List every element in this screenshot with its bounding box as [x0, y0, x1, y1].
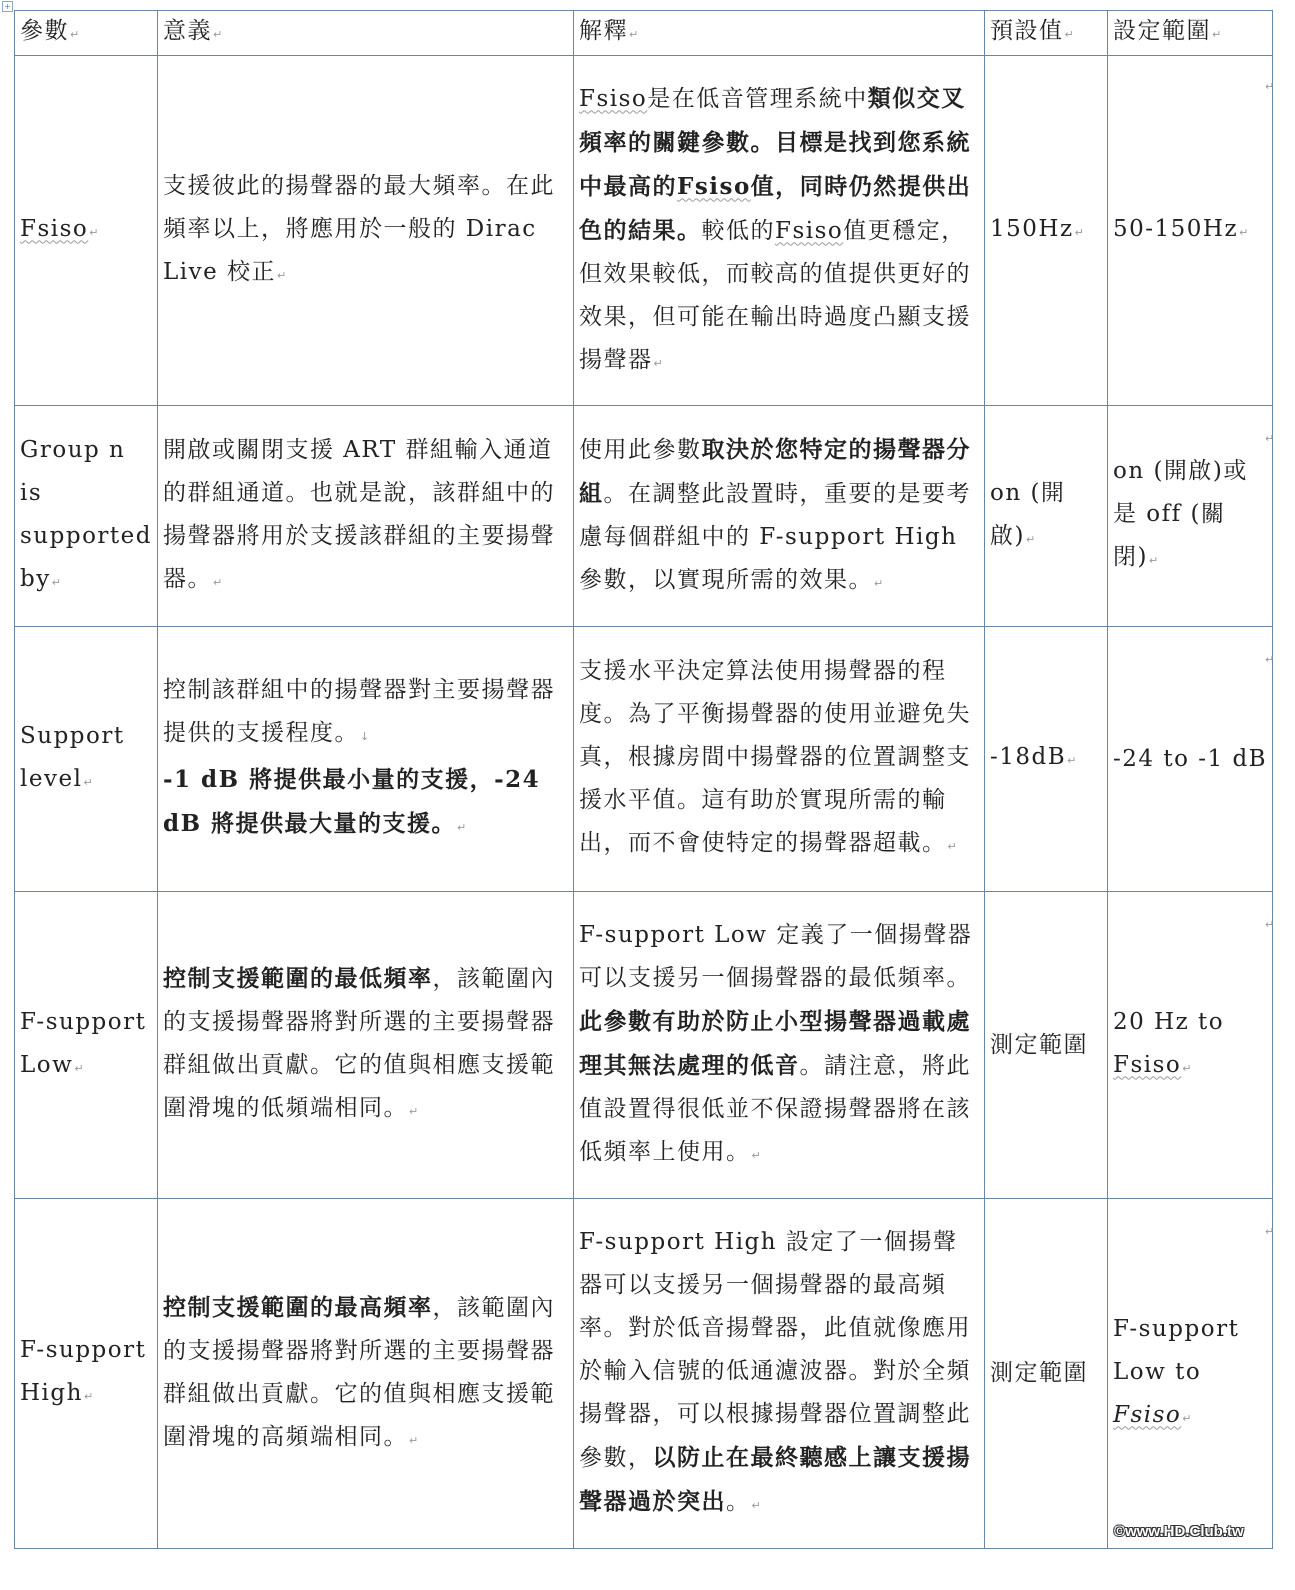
- expl-seg: 。請注意，將此值設置得很低並不保證揚聲器將在該低頻率上使用。: [578, 1052, 971, 1165]
- cell-param: Support level↵: [15, 627, 158, 892]
- header-cell-meaning: 意義↵: [157, 11, 573, 56]
- parameter-table: [14, 10, 1273, 1549]
- meaning-seg: ，該範圍內的支援揚聲器將對所選的主要揚聲器群組做出貢獻。它的值與相應支援範圍滑塊的低頻端相同。: [162, 966, 555, 1121]
- header-default-label: 預設值: [989, 18, 1064, 44]
- cell-meaning: 支援彼此的揚聲器的最大頻率。在此頻率以上，將應用於一般的 Dirac Live 校正↵: [157, 56, 573, 406]
- expl-seg-bold: 以防止在最終聽感上讓支援揚聲器過於突出: [578, 1443, 971, 1515]
- cell-default: -18dB↵: [984, 627, 1107, 892]
- table-row: [15, 627, 1273, 892]
- expl-seg: 較低的: [701, 217, 775, 244]
- expl-seg-bold: Fsiso: [676, 172, 751, 200]
- table-row: [15, 1199, 1273, 1549]
- row-end-mark: ↵: [1265, 918, 1275, 931]
- range-value-fsiso: Fsiso: [1112, 1051, 1182, 1078]
- row-end-mark: ↵: [1265, 80, 1275, 93]
- table-move-handle-icon[interactable]: +: [2, 1, 13, 12]
- meaning-text: 支援彼此的揚聲器的最大頻率。在此頻率以上，將應用於一般的 Dirac Live 校正: [162, 172, 555, 285]
- manual-line-break-mark: ↓: [359, 730, 370, 743]
- expl-seg: F-support Low 定義了一個揚聲器可以支援另一個揚聲器的最低頻率。: [578, 921, 973, 991]
- param-name: F-support High: [20, 1337, 147, 1406]
- cell-explanation: 支援水平決定算法使用揚聲器的程度。為了平衡揚聲器的使用並避免失真，根據房間中揚聲器的位置調整支援水平值。這有助於實現所需的輸出，而不會使特定的揚聲器超載。↵: [573, 627, 984, 892]
- cell-default: [984, 1199, 1107, 1549]
- default-value: 測定範圍: [989, 1031, 1088, 1058]
- table-row: [15, 406, 1273, 627]
- row-end-mark: ↵: [1265, 653, 1275, 666]
- header-cell-default: 預設值↵: [984, 11, 1107, 56]
- param-name: F-support Low: [20, 1008, 147, 1078]
- meaning-text: 開啟或關閉支援 ART 群組輸入通道的群組通道。也就是說，該群組中的揚聲器將用於支援該群組的主要揚聲器。: [162, 436, 555, 592]
- cell-explanation: F-support High 設定了一個揚聲器可以支援另一個揚聲器的最高頻率。對於低音揚聲器，此值就像應用於輸入信號的低通濾波器。對於全頻揚聲器，可以根據揚聲器位置調整此參數，以防止在最終聽感上讓支援揚聲器過於突出。↵: [573, 1199, 984, 1549]
- cell-range: F-support Low to Fsiso↵: [1107, 1199, 1272, 1549]
- default-value: -18dB: [989, 744, 1067, 770]
- range-value: on (開啟)或是 off (關閉): [1112, 458, 1248, 570]
- expl-seg-bold: 類似交叉頻率的關鍵參數。目標是找到您系統中最高的: [578, 84, 971, 200]
- expl-seg: 值更穩定，但效果較低，而較高的值提供更好的效果，但可能在輸出時過度凸顯支援揚聲器: [578, 217, 971, 373]
- meaning-seg: 控制該群組中的揚聲器對主要揚聲器提供的支援程度。: [162, 677, 555, 746]
- cell-meaning: 開啟或關閉支援 ART 群組輸入通道的群組通道。也就是說，該群組中的揚聲器將用於支援該群組的主要揚聲器。↵: [157, 406, 573, 627]
- cell-range: [1107, 627, 1275, 892]
- header-cell-range: 設定範圍↵: [1107, 11, 1272, 56]
- cell-param: F-support High↵: [15, 1199, 158, 1549]
- meaning-seg-bold: -1 dB 將提供最小量的支援，-24 dB 將提供最大量的支援。: [162, 766, 541, 837]
- meaning-seg-bold: 控制支援範圍的最低頻率: [162, 965, 433, 992]
- cell-meaning: 控制支援範圍的最高頻率，該範圍內的支援揚聲器將對所選的主要揚聲器群組做出貢獻。它的值與相應支援範圍滑塊的高頻端相同。↵: [157, 1199, 573, 1549]
- range-value: 20 Hz to: [1112, 1008, 1225, 1035]
- row-end-mark: ↵: [1265, 432, 1275, 445]
- expl-seg: Fsiso: [774, 217, 844, 244]
- expl-seg: 。在調整此設置時，重要的是要考慮每個群組中的 F-support High 參數，以實現所需的效果。: [578, 480, 971, 593]
- header-param-label: 參數: [20, 18, 69, 44]
- default-value: on (開啟): [989, 479, 1066, 549]
- cell-default: on (開啟)↵: [984, 406, 1107, 627]
- watermark: ©www.HD.Club.tw: [1114, 1523, 1244, 1540]
- cell-param: Group n is supported by↵: [15, 406, 158, 627]
- param-name: Fsiso: [20, 215, 89, 242]
- header-cell-explanation: 解釋↵: [573, 11, 984, 56]
- range-value: -24 to -1 dB: [1112, 745, 1268, 772]
- expl-seg: F-support High 設定了一個揚聲器可以支援另一個揚聲器的最高頻率。對於低音揚聲器，此值就像應用於輸入信號的低通濾波器。對於全頻揚聲器，可以根據揚聲器位置調整此參數，: [578, 1228, 971, 1471]
- table-header-row: [15, 11, 1273, 56]
- header-explanation-label: 解釋: [578, 18, 628, 44]
- range-value-fsiso: Fsiso: [1112, 1401, 1182, 1428]
- cell-range: on (開啟)或是 off (關閉)↵: [1107, 406, 1272, 627]
- meaning-seg: ，該範圍內的支援揚聲器將對所選的主要揚聲器群組做出貢獻。它的值與相應支援範圍滑塊的高頻端相同。: [162, 1294, 555, 1450]
- cell-meaning: 控制支援範圍的最低頻率，該範圍內的支援揚聲器將對所選的主要揚聲器群組做出貢獻。它的值與相應支援範圍滑塊的低頻端相同。↵: [157, 892, 573, 1199]
- cell-meaning: 控制該群組中的揚聲器對主要揚聲器提供的支援程度。↓ -1 dB 將提供最小量的支援，-24 dB 將提供最大量的支援。↵: [157, 627, 573, 892]
- row-end-mark: ↵: [1265, 1225, 1275, 1238]
- expl-seg: 是在低音管理系統中: [647, 85, 868, 112]
- cell-range: 50-150Hz↵: [1107, 56, 1272, 406]
- expl-seg: 。: [725, 1488, 751, 1515]
- range-value: 50-150Hz: [1112, 215, 1239, 242]
- expl-seg: Fsiso: [578, 85, 648, 112]
- cell-explanation: F-support Low 定義了一個揚聲器可以支援另一個揚聲器的最低頻率。此參數有助於防止小型揚聲器過載處理其無法處理的低音。請注意，將此值設置得很低並不保證揚聲器將在該低頻率上使用。↵: [573, 892, 984, 1199]
- header-range-label: 設定範圍: [1112, 18, 1211, 44]
- cell-explanation: 使用此參數取決於您特定的揚聲器分組。在調整此設置時，重要的是要考慮每個群組中的 F-support High 參數，以實現所需的效果。↵: [573, 406, 984, 627]
- param-name: Support level: [20, 722, 125, 792]
- expl-seg: 使用此參數: [578, 436, 702, 463]
- cell-default: 150Hz↵: [984, 56, 1107, 406]
- expl-seg: 支援水平決定算法使用揚聲器的程度。為了平衡揚聲器的使用並避免失真，根據房間中揚聲器的位置調整支援水平值。這有助於實現所需的輸出，而不會使特定的揚聲器超載。: [578, 658, 971, 856]
- cell-explanation: Fsiso是在低音管理系統中類似交叉頻率的關鍵參數。目標是找到您系統中最高的Fsiso值，同時仍然提供出色的結果。較低的Fsiso值更穩定，但效果較低，而較高的值提供更好的效果，但可能在輸出時過度凸顯支援揚聲器↵: [573, 56, 984, 406]
- table-row: [15, 56, 1273, 406]
- cell-range: 20 Hz to Fsiso↵: [1107, 892, 1272, 1199]
- cell-param: F-support Low↵: [15, 892, 158, 1199]
- expl-seg-bold: 取決於您特定的揚聲器分組: [578, 435, 971, 507]
- meaning-seg-bold: 控制支援範圍的最高頻率: [162, 1293, 433, 1321]
- param-name: Group n is supported by: [20, 436, 152, 592]
- header-cell-param: 參數↵: [15, 11, 158, 56]
- range-value: F-support Low to: [1112, 1315, 1240, 1385]
- default-value: 150Hz: [989, 215, 1074, 242]
- expl-seg-bold: 此參數有助於防止小型揚聲器過載處理其無法處理的低音: [578, 1007, 971, 1079]
- cell-default: [984, 892, 1107, 1199]
- expl-seg-bold: 值，同時仍然提供出色的結果。: [578, 172, 972, 244]
- header-meaning-label: 意義: [162, 18, 212, 44]
- default-value: 測定範圍: [989, 1360, 1088, 1386]
- table-row: [15, 892, 1273, 1199]
- cell-param: Fsiso↵: [15, 56, 158, 406]
